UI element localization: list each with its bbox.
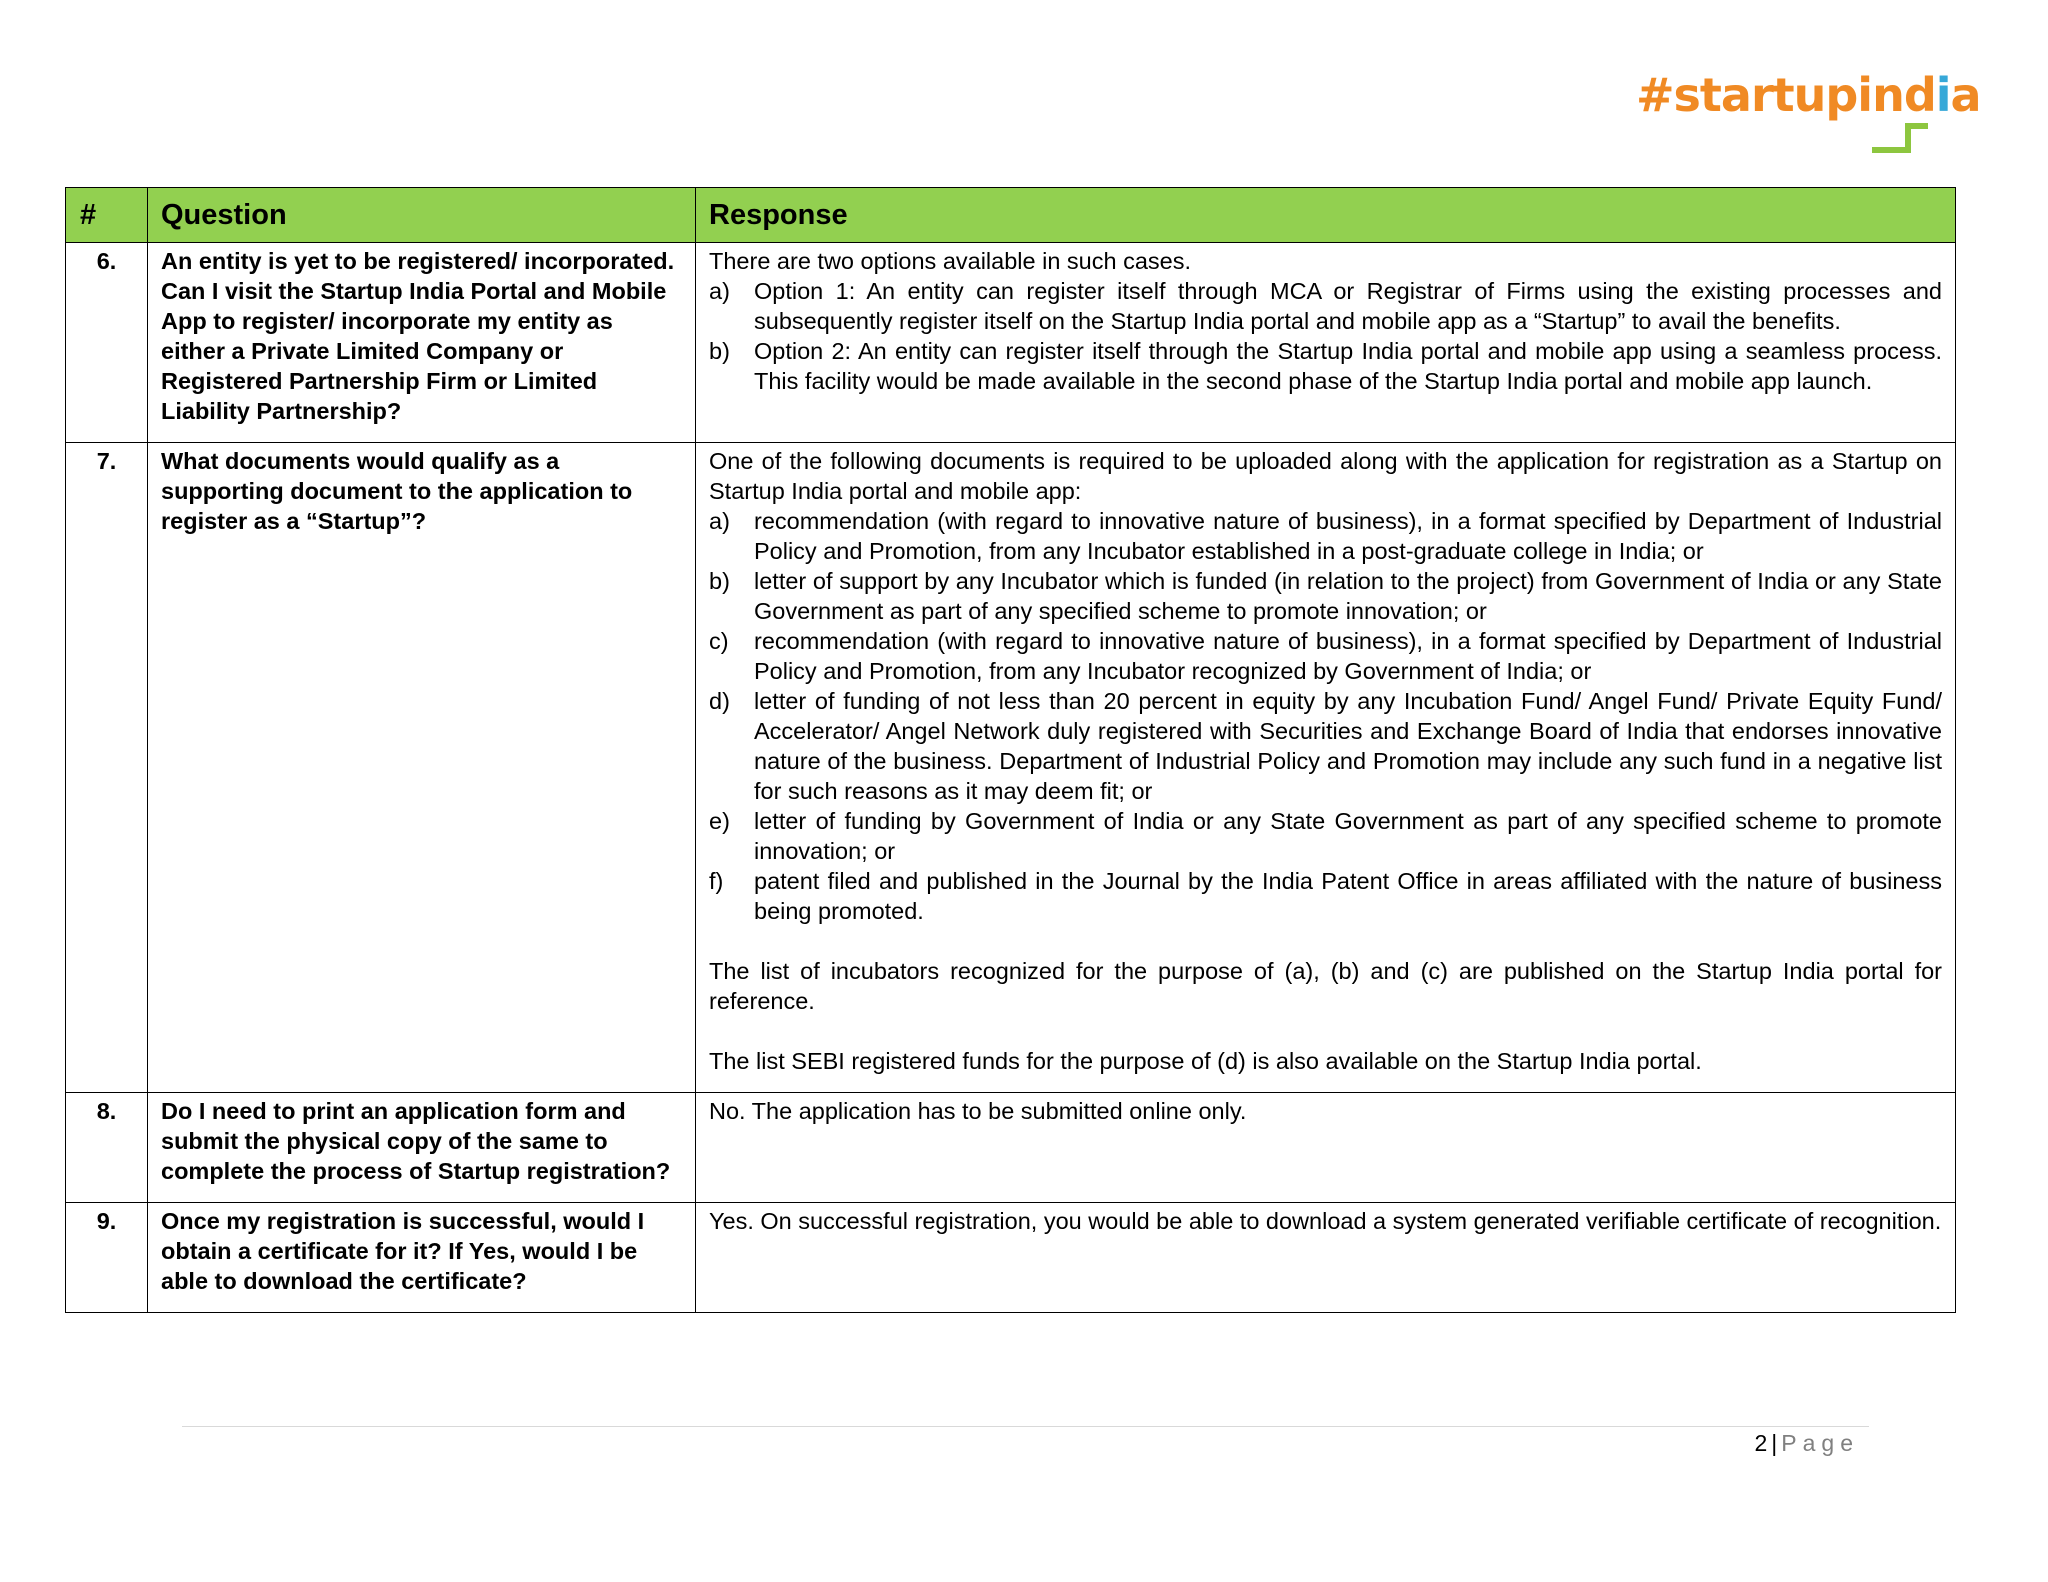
column-header-response: Response: [696, 188, 1956, 243]
question-text: What documents would qualify as a supporting document to the application to register as a “Startup”?: [148, 443, 696, 1093]
list-item: [709, 686, 1942, 806]
response-intro: One of the following documents is required to be uploaded along with the application for registration as a Startup on Startup India portal and mobile app:: [709, 448, 1942, 504]
response-list: [709, 276, 1942, 396]
list-item: [709, 566, 1942, 626]
table-row: [66, 443, 1956, 1093]
table-header-row: [66, 188, 1956, 243]
column-header-question: Question: [148, 188, 696, 243]
question-text: Once my registration is successful, would I obtain a certificate for it? If Yes, would I be able to download the certificate?: [148, 1203, 696, 1313]
list-item-text: patent filed and published in the Journal by the India Patent Office in areas affiliated with the nature of business being promoted.: [754, 868, 1942, 924]
footer-separator: |: [1771, 1430, 1778, 1456]
footer-divider: [182, 1426, 1869, 1427]
list-item: [709, 866, 1942, 926]
list-marker: e): [709, 808, 730, 834]
row-number: 6.: [66, 243, 148, 443]
faq-table: [65, 187, 1956, 1313]
response-cell: [696, 443, 1956, 1093]
list-item-text: recommendation (with regard to innovative nature of business), in a format specified by Department of Industrial Policy and Promotion, from any Incubator recognized by Government of India; or: [754, 628, 1942, 684]
logo-accent-letter: i: [1935, 68, 1951, 122]
table-row: [66, 243, 1956, 443]
page-footer: [1755, 1430, 1860, 1457]
response-cell: [696, 243, 1956, 443]
response-list: [709, 506, 1942, 926]
list-item-text: letter of funding of not less than 20 percent in equity by any Incubation Fund/ Angel Fund/ Private Equity Fund/ Accelerator/ Angel Network duly registered with Securities and Exchange Board of India that endorses innovative nature of the business. Department of Industrial Policy and Promotion may include any such fund in a negative list for such reasons as it may deem fit; or: [754, 688, 1942, 804]
response-note: The list of incubators recognized for the purpose of (a), (b) and (c) are published on the Startup India portal for reference.: [709, 958, 1942, 1014]
startupindia-logo: [1636, 68, 1981, 122]
list-item: [709, 276, 1942, 336]
logo-text-tail: a: [1950, 68, 1981, 122]
list-item: [709, 806, 1942, 866]
row-number: 7.: [66, 443, 148, 1093]
list-marker: b): [709, 568, 730, 594]
list-marker: a): [709, 278, 730, 304]
list-item-text: Option 2: An entity can register itself through the Startup India portal and mobile app using a seamless process. This facility would be made available in the second phase of the Startup India portal and mobile app launch.: [754, 338, 1942, 394]
list-item-text: letter of support by any Incubator which is funded (in relation to the project) from Government of India or any State Government as part of any specified scheme to promote innovation; or: [754, 568, 1942, 624]
list-item: [709, 336, 1942, 396]
page-number: 2: [1754, 1430, 1768, 1456]
list-marker: d): [709, 688, 730, 714]
table-row: [66, 1093, 1956, 1203]
response-text: No. The application has to be submitted online only.: [696, 1093, 1956, 1203]
list-marker: b): [709, 338, 730, 364]
column-header-number: #: [66, 188, 148, 243]
list-marker: a): [709, 508, 730, 534]
table-row: [66, 1203, 1956, 1313]
list-item: [709, 506, 1942, 566]
list-item-text: letter of funding by Government of India or any State Government as part of any specified scheme to promote innovation; or: [754, 808, 1942, 864]
row-number: 8.: [66, 1093, 148, 1203]
logo-text: #startupind: [1636, 68, 1936, 122]
response-text: Yes. On successful registration, you would be able to download a system generated verifiable certificate of recognition.: [696, 1203, 1956, 1313]
logo-step-icon: [1870, 118, 1930, 154]
row-number: 9.: [66, 1203, 148, 1313]
list-item: [709, 626, 1942, 686]
list-item-text: Option 1: An entity can register itself through MCA or Registrar of Firms using the existing processes and subsequently register itself on the Startup India portal and mobile app as a “Startup” to avail the benefits.: [754, 278, 1942, 334]
list-marker: c): [709, 628, 729, 654]
question-text: Do I need to print an application form and submit the physical copy of the same to complete the process of Startup registration?: [148, 1093, 696, 1203]
response-intro: There are two options available in such cases.: [709, 248, 1192, 274]
list-item-text: recommendation (with regard to innovative nature of business), in a format specified by Department of Industrial Policy and Promotion, from any Incubator established in a post-graduate college in India; or: [754, 508, 1942, 564]
response-note: The list SEBI registered funds for the purpose of (d) is also available on the Startup India portal.: [709, 1048, 1702, 1074]
page-label: Page: [1781, 1430, 1859, 1456]
list-marker: f): [709, 868, 724, 894]
question-text: An entity is yet to be registered/ incorporated. Can I visit the Startup India Portal and Mobile App to register/ incorporate my entity as either a Private Limited Company or Registered Partnership Firm or Limited Liability Partnership?: [148, 243, 696, 443]
